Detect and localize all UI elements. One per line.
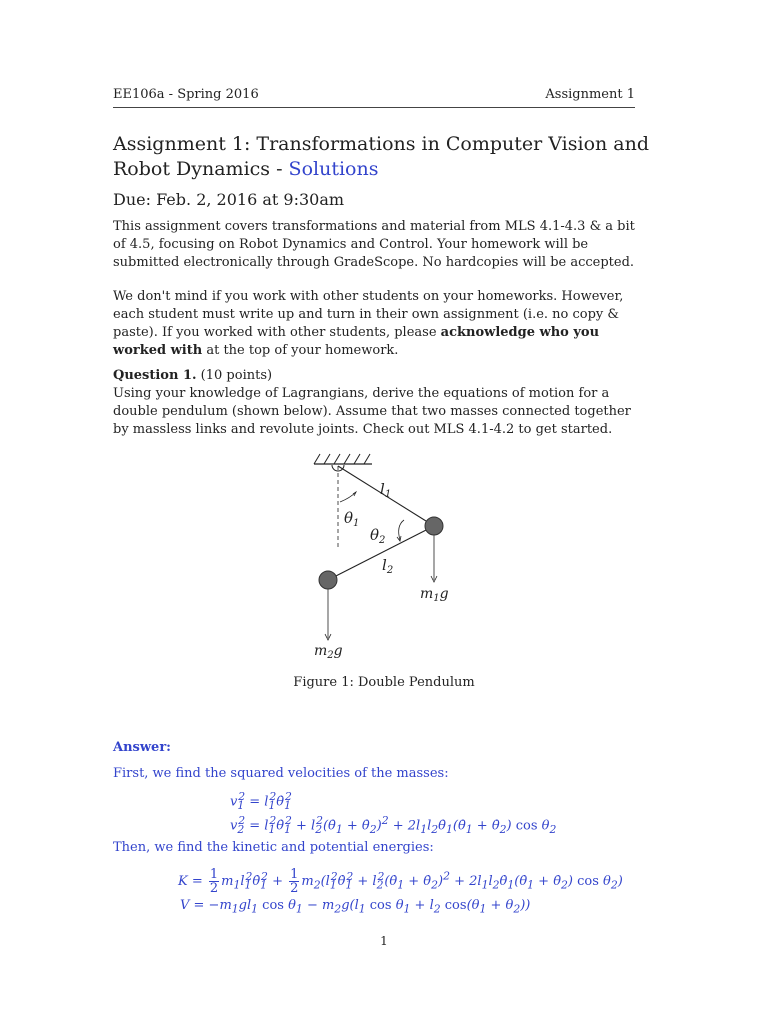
question-1 xyxy=(113,367,643,439)
answer-heading: Answer: xyxy=(113,740,171,755)
header-assignment: Assignment 1 xyxy=(545,87,635,102)
equation-kinetic-energy: K = $\frac{1}{2}$ $m_1l_1^2\thetȧ_1^2$ + $\frac{1}{2}$ $m_2(l_1^2\thetȧ_1^2$ + $l_2^2(\thetȧ_1$ + $\thetȧ_2)^2$ + $2l_1l_2\thetȧ_1(\thetȧ_1$ + $\thetȧ_2$) $\cos \theta_2$) xyxy=(178,867,623,896)
label-theta2: $\theta_2$ xyxy=(370,526,386,546)
theta2-arc xyxy=(399,520,404,540)
double-pendulum-diagram xyxy=(300,452,470,667)
title-line-2-prefix: Robot Dynamics - xyxy=(113,158,289,180)
title-line-1: Assignment 1: Transformations in Computer Vision and xyxy=(113,133,650,155)
title-solutions: Solutions xyxy=(288,158,379,180)
page-number: 1 xyxy=(380,934,388,948)
due-date: Due: Feb. 2, 2016 at 9:30am xyxy=(113,190,345,209)
label-m1g: $m_1g$ xyxy=(420,586,449,604)
intro-paragraph-1: This assignment covers transformations and material from MLS 4.1-4.3 & a bit of 4.5, focusing on Robot Dynamics and Control. Your homework will be submitted electronically through GradeScope. No hardcopies will be accepted. xyxy=(113,219,635,270)
equation-potential-energy: $V = -m_1gl_1$ $\cos \theta_1 - m_2g(l_1$ $\cos \theta_1 + l_2$ $\cos(\theta_1 + \theta_2)$) xyxy=(180,898,531,916)
intro-paragraph-2 xyxy=(113,288,643,360)
acknowledge-bold: acknowledge who you worked with xyxy=(113,325,600,358)
intro-paragraph-2-start: We don't mind if you work with other students on your homeworks. However, each student must write up and turn in their own assignment (i.e. no copy & paste). If you worked with other students, please xyxy=(113,289,624,340)
answer-intro-velocities: First, we find the squared velocities of the masses: xyxy=(113,766,449,781)
question-1-points: (10 points) xyxy=(200,368,273,383)
page-title xyxy=(113,132,673,182)
equation-v1-squared: $v_1^2$ = $l_1^2\thetȧ_1^2$ xyxy=(230,790,292,812)
question-1-text: Using your knowledge of Lagrangians, derive the equations of motion for a double pendulum (shown below). Assume that two masses connected together by massless links and revolute joints. Check out MLS 4.1-4.2 to get started. xyxy=(113,386,631,437)
ceiling-hatch xyxy=(314,454,370,464)
label-m2g: $m_2g$ xyxy=(314,643,343,661)
answer-intro-energies: Then, we find the kinetic and potential energies: xyxy=(113,840,434,855)
mass-2 xyxy=(319,571,337,589)
title-line-2 xyxy=(113,157,673,182)
running-header xyxy=(113,85,635,108)
label-theta1: $\theta_1$ xyxy=(344,509,360,529)
header-course: EE106a - Spring 2016 xyxy=(113,87,259,102)
equation-v2-squared: $v_2^2$ = $l_1^2\thetȧ_1^2$ + $l_2^2(\thetȧ_1$ + $\thetȧ_2)^2$ + $2l_1l_2\thetȧ_1(\thetȧ_1$ + $\thetȧ_2$) $\cos \theta_2$ xyxy=(230,814,557,836)
theta1-arrowhead xyxy=(353,492,356,496)
label-l1: $l_1$ xyxy=(380,480,392,500)
double-pendulum-figure xyxy=(300,452,470,667)
intro-paragraph-2-end: at the top of your homework. xyxy=(202,343,399,358)
question-1-label: Question 1. xyxy=(113,368,197,383)
label-l2: $l_2$ xyxy=(382,556,394,576)
mass-1 xyxy=(425,517,443,535)
figure-caption: Figure 1: Double Pendulum xyxy=(293,675,475,690)
